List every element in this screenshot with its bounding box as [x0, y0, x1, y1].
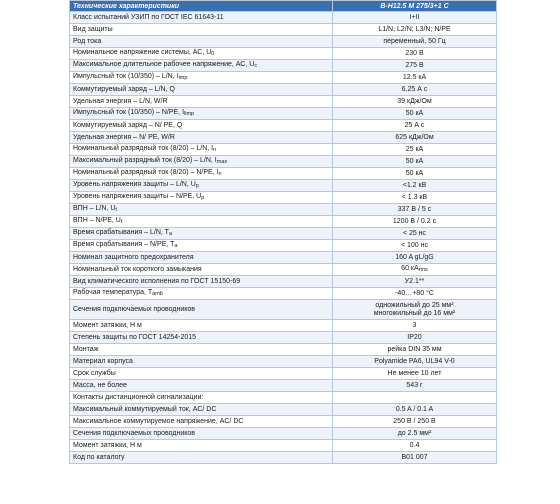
spec-row	[70, 264, 497, 276]
spec-value: 160 A gL/gG	[395, 253, 434, 261]
spec-label-cell	[70, 240, 333, 252]
spec-value-cell	[333, 60, 497, 72]
spec-value-cell	[333, 120, 497, 132]
spec-label: Контакты дистанционной сигнализации:	[73, 393, 204, 401]
spec-label-cell	[70, 12, 333, 24]
spec-row	[70, 192, 497, 204]
spec-label-subscript: limp	[184, 111, 195, 117]
spec-value: 3	[412, 321, 417, 329]
spec-row	[70, 300, 497, 320]
spec-value-cell	[333, 428, 497, 440]
spec-label: Коммутируемый заряд – L/N, Q	[73, 85, 175, 93]
spec-label: Импульсный ток (10/350) – N/PE, I	[73, 109, 185, 116]
spec-label-subscript: t	[120, 219, 123, 225]
spec-row	[70, 240, 497, 252]
spec-label-cell	[70, 276, 333, 288]
spec-label: Класс испытаний УЗИП по ГОСТ IEC 61643-11	[73, 13, 224, 21]
spec-value: < 1.3 кВ	[401, 193, 428, 201]
spec-value: < 100 нс	[400, 241, 429, 249]
spec-label-cell	[70, 452, 333, 464]
spec-value: 25 кА	[405, 145, 424, 153]
spec-label: Сечения подключаемых проводников	[73, 429, 195, 437]
spec-row	[70, 144, 497, 156]
spec-row	[70, 452, 497, 464]
spec-value: 250 B / 250 B	[393, 417, 436, 425]
header-param: Технические характеристики	[70, 1, 333, 12]
spec-row	[70, 72, 497, 84]
spec-label: Масса, не более	[73, 381, 127, 389]
spec-label-cell	[70, 252, 333, 264]
spec-value-cell	[333, 380, 497, 392]
spec-value-cell	[333, 276, 497, 288]
spec-label-cell	[70, 120, 333, 132]
spec-label: Вид климатического исполнения по ГОСТ 15150-69	[73, 277, 241, 285]
spec-row	[70, 156, 497, 168]
spec-label: Максимальный разрядный ток (8/20) – L/N, I	[73, 157, 217, 164]
spec-value: 25 А с	[404, 121, 425, 129]
spec-row	[70, 180, 497, 192]
spec-label-subscript: n	[218, 171, 222, 177]
spec-value: 12.5 кА	[402, 73, 427, 81]
spec-row	[70, 120, 497, 132]
spec-row	[70, 252, 497, 264]
spec-label-cell	[70, 320, 333, 332]
spec-label: Коммутируемый заряд – N/ PE, Q	[73, 121, 183, 129]
spec-row	[70, 332, 497, 344]
spec-row	[70, 24, 497, 36]
spec-label-subscript: t	[115, 207, 117, 213]
spec-value-cell	[333, 252, 497, 264]
spec-label-cell	[70, 288, 333, 300]
spec-row	[70, 204, 497, 216]
spec-label-cell	[70, 416, 333, 428]
spec-value: 60 кА	[401, 265, 419, 272]
spec-label: Максимальный коммутируемый ток, AC/ DC	[73, 405, 217, 413]
spec-row	[70, 320, 497, 332]
spec-label-cell	[70, 132, 333, 144]
spec-value: < 25 нс	[402, 229, 427, 237]
spec-label: Сечения подключаемых проводников	[73, 305, 195, 313]
spec-row	[70, 276, 497, 288]
spec-label-subscript: a	[168, 231, 172, 237]
spec-label: Уровень напряжения защиты – N/PE, U	[73, 193, 202, 200]
spec-value: L1/N; L2/N; L3/N; N/PE	[378, 25, 451, 33]
spec-label-cell	[70, 60, 333, 72]
spec-value: I+II	[409, 13, 420, 21]
spec-row	[70, 168, 497, 180]
spec-row	[70, 48, 497, 60]
spec-row	[70, 356, 497, 368]
spec-value: 543 г	[406, 381, 423, 389]
spec-value-cell	[333, 168, 497, 180]
spec-value: 0.5 A / 0.1 A	[395, 405, 434, 413]
spec-table	[69, 0, 497, 464]
spec-label-cell	[70, 108, 333, 120]
spec-label-subscript: 0	[211, 51, 215, 57]
spec-label: Время срабатывания – N/PE, T	[73, 241, 175, 248]
spec-value: переменный, 50 Гц	[383, 37, 446, 45]
spec-label-cell	[70, 380, 333, 392]
spec-label: Максимальное длительное рабочее напряжение, АС, U	[73, 61, 255, 68]
spec-row	[70, 404, 497, 416]
spec-label: ВПН – L/N, U	[73, 205, 116, 212]
spec-label: Рабочая температура, T	[73, 289, 153, 296]
spec-label: Удельная энергия – N/ PE, W/R	[73, 133, 175, 141]
spec-label-cell	[70, 344, 333, 356]
spec-label: Материал корпуса	[73, 357, 133, 365]
spec-label-cell	[70, 216, 333, 228]
spec-value-cell	[333, 356, 497, 368]
spec-value-cell	[333, 36, 497, 48]
spec-label-subscript: p	[201, 195, 205, 201]
spec-label: Род тока	[73, 37, 102, 45]
spec-row	[70, 60, 497, 72]
spec-label-cell	[70, 168, 333, 180]
spec-row	[70, 36, 497, 48]
spec-label-cell	[70, 356, 333, 368]
spec-value: 0.4	[409, 441, 420, 449]
spec-label-cell	[70, 24, 333, 36]
spec-label-cell	[70, 228, 333, 240]
spec-value: 1200 В / 0.2 с	[392, 217, 437, 225]
spec-value-cell	[333, 156, 497, 168]
spec-value: 337 В / 5 с	[397, 205, 432, 213]
spec-row	[70, 440, 497, 452]
spec-value-cell	[333, 288, 497, 300]
header-row	[70, 1, 497, 12]
spec-value-cell	[333, 180, 497, 192]
spec-row	[70, 12, 497, 24]
spec-value-cell	[333, 300, 497, 320]
spec-value-cell	[333, 132, 497, 144]
spec-row	[70, 428, 497, 440]
spec-value: 6.25 А с	[401, 85, 428, 93]
spec-label-cell	[70, 72, 333, 84]
spec-row	[70, 344, 497, 356]
spec-value: 50 кА	[405, 157, 424, 165]
spec-row	[70, 132, 497, 144]
spec-label-subscript: p	[195, 183, 199, 189]
spec-value-subscript: rms	[418, 267, 428, 273]
spec-label: Номинальный разрядный ток (8/20) – N/PE, I	[73, 169, 219, 176]
spec-label: Номинальный разрядный ток (8/20) – L/N, I	[73, 145, 214, 152]
spec-label: Код по каталогу	[73, 453, 125, 461]
spec-label-subscript: a	[174, 243, 178, 249]
spec-row	[70, 96, 497, 108]
spec-label-cell	[70, 264, 333, 276]
spec-label: Срок службы	[73, 369, 116, 377]
spec-value: одножильный до 25 мм²	[375, 301, 454, 309]
spec-label: Время срабатывания – L/N, T	[73, 229, 169, 236]
spec-value: У2.1**	[404, 277, 425, 285]
spec-label-cell	[70, 180, 333, 192]
spec-value: Не менее 10 лет	[387, 369, 442, 377]
spec-value-cell	[333, 12, 497, 24]
spec-value-cell	[333, 416, 497, 428]
spec-row	[70, 368, 497, 380]
spec-label-cell	[70, 300, 333, 320]
spec-value: -40…+80 °С	[395, 289, 434, 297]
spec-value: B01 007	[401, 453, 428, 461]
spec-value-cell	[333, 24, 497, 36]
spec-value: Polyamide PA6, UL94 V-0	[374, 357, 455, 365]
spec-row	[70, 216, 497, 228]
spec-value: 39 кДж/Ом	[397, 97, 432, 105]
spec-row	[70, 84, 497, 96]
spec-value: IP20	[407, 333, 422, 341]
spec-label: Момент затяжки, Н м	[73, 441, 142, 449]
spec-value-cell	[333, 48, 497, 60]
spec-label: Степень защиты по ГОСТ 14254-2015	[73, 333, 197, 341]
spec-label-cell	[70, 332, 333, 344]
spec-row	[70, 416, 497, 428]
spec-value-line2: многожильный до 16 мм²	[373, 309, 456, 317]
spec-label-cell	[70, 404, 333, 416]
spec-body	[70, 12, 497, 464]
spec-label-cell	[70, 36, 333, 48]
spec-row	[70, 108, 497, 120]
spec-value-cell	[333, 320, 497, 332]
spec-value-cell	[333, 192, 497, 204]
spec-value-cell	[333, 440, 497, 452]
spec-label: Удельная энергия – L/N, W/R	[73, 97, 168, 105]
spec-value: 50 кА	[405, 109, 424, 117]
spec-value: 625 кДж/Ом	[395, 133, 434, 141]
spec-label: Номинальный ток короткого замыкания	[73, 265, 202, 273]
spec-value-cell	[333, 144, 497, 156]
spec-value-cell	[333, 204, 497, 216]
spec-label-cell	[70, 84, 333, 96]
spec-label: Номинал защитного предохранителя	[73, 253, 194, 261]
spec-value-cell	[333, 96, 497, 108]
spec-label-cell	[70, 440, 333, 452]
spec-label-cell	[70, 144, 333, 156]
spec-label-subscript: max	[216, 159, 228, 165]
spec-value-cell	[333, 452, 497, 464]
spec-row	[70, 392, 497, 404]
spec-value-cell	[333, 72, 497, 84]
spec-value: 230 В	[405, 49, 424, 57]
spec-label: Номинальное напряжение системы, АС, U	[73, 49, 212, 56]
spec-value: 275 В	[405, 61, 424, 69]
spec-label-cell	[70, 428, 333, 440]
spec-value-cell	[333, 240, 497, 252]
spec-label-subscript: c	[254, 63, 258, 69]
spec-value-cell	[333, 228, 497, 240]
spec-value-cell	[333, 368, 497, 380]
spec-label: Импульсный ток (10/350) – L/N, I	[73, 73, 179, 80]
spec-label: Уровень напряжения защиты – L/N, U	[73, 181, 196, 188]
spec-value-cell	[333, 108, 497, 120]
spec-value-cell	[333, 264, 497, 276]
spec-label: Момент затяжки, Н м	[73, 321, 142, 329]
spec-value-cell	[333, 392, 497, 404]
spec-label-subscript: n	[213, 147, 217, 153]
spec-label-cell	[70, 96, 333, 108]
spec-row	[70, 380, 497, 392]
spec-label-cell	[70, 368, 333, 380]
spec-label: Монтаж	[73, 345, 99, 353]
spec-value: 50 кА	[405, 169, 424, 177]
spec-value-cell	[333, 84, 497, 96]
spec-label-subscript: amb	[152, 291, 163, 297]
spec-value: рейка DIN 35 мм	[387, 345, 442, 353]
spec-value-cell	[333, 216, 497, 228]
header-model: B-H12.5 M 275/3+1 C	[333, 1, 497, 12]
spec-row	[70, 288, 497, 300]
spec-label-cell	[70, 156, 333, 168]
spec-label-cell	[70, 48, 333, 60]
spec-label: Максимальное коммутируемое напряжение, AC/ DC	[73, 417, 244, 425]
spec-value-cell	[333, 344, 497, 356]
spec-label-cell	[70, 392, 333, 404]
spec-value: <1.2 кВ	[402, 181, 427, 189]
spec-label-subscript: imp	[178, 75, 188, 81]
spec-label-cell	[70, 192, 333, 204]
spec-value: до 2.5 мм²	[397, 429, 432, 437]
spec-value-cell	[333, 404, 497, 416]
spec-label: ВПН – N/PE, U	[73, 217, 121, 224]
spec-label-cell	[70, 204, 333, 216]
spec-row	[70, 228, 497, 240]
spec-value-cell	[333, 332, 497, 344]
spec-label: Вид защиты	[73, 25, 113, 33]
